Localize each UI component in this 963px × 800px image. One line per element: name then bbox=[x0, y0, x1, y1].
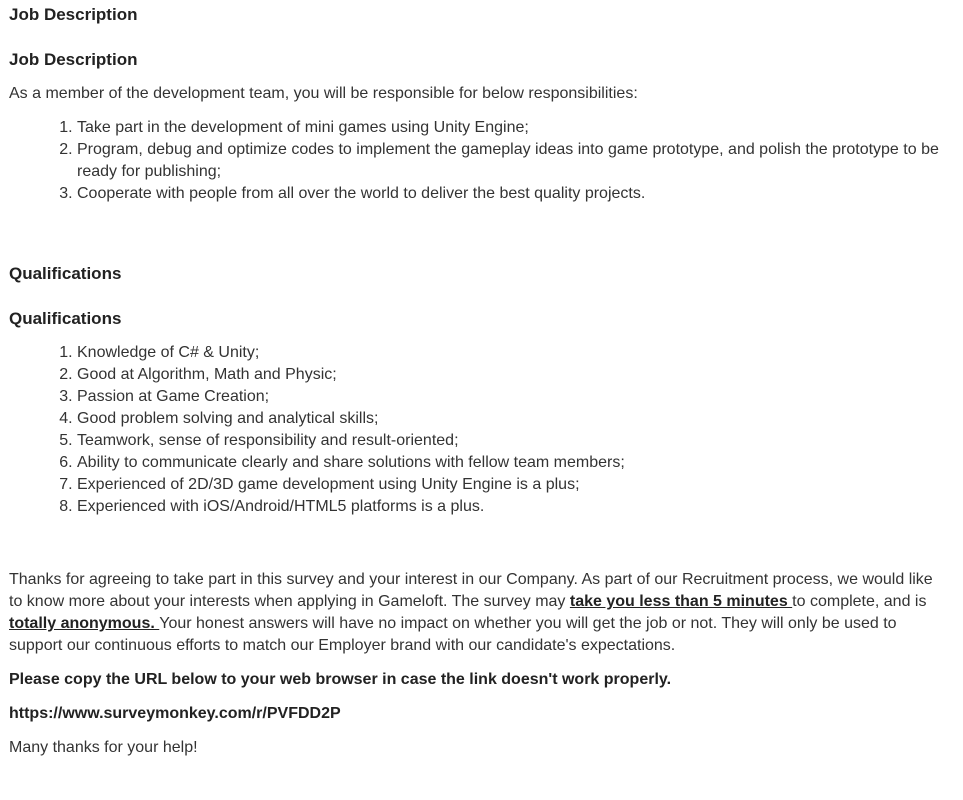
copy-url-note: Please copy the URL below to your web browser in case the link doesn't work properly. bbox=[9, 671, 672, 688]
job-description-section bbox=[9, 4, 954, 205]
qualifications-section bbox=[9, 263, 954, 518]
list-item: 1. Knowledge of C# & Unity; bbox=[77, 342, 954, 364]
list-item: 1. Take part in the development of mini games using Unity Engine; bbox=[77, 117, 954, 139]
list-item: 6. Ability to communicate clearly and share solutions with fellow team members; bbox=[77, 452, 954, 474]
survey-intro-paragraph bbox=[9, 569, 949, 657]
list-item: 2. Good at Algorithm, Math and Physic; bbox=[77, 364, 954, 386]
responsibilities-list bbox=[9, 117, 954, 205]
list-item: 4. Good problem solving and analytical skills; bbox=[77, 408, 954, 430]
closing-thanks: Many thanks for your help! bbox=[9, 739, 198, 756]
survey-duration-emphasis: take you less than 5 minutes bbox=[569, 593, 793, 610]
list-item: 8. Experienced with iOS/Android/HTML5 platforms is a plus. bbox=[77, 496, 954, 518]
job-description-subheading: Job Description bbox=[9, 50, 138, 69]
survey-text-part: Thanks for agreeing to take part in this survey and your interest in our Company. As part of our Recruitment process, we would like to know more about your interests when applying in Gameloft. The survey may bbox=[9, 571, 933, 610]
list-item: 5. Teamwork, sense of responsibility and result-oriented; bbox=[77, 430, 954, 452]
list-item: 2. Program, debug and optimize codes to implement the gameplay ideas into game prototype, and polish the prototype to be ready for publishing; bbox=[77, 139, 954, 183]
survey-section bbox=[9, 569, 954, 759]
qualifications-subheading: Qualifications bbox=[9, 309, 122, 328]
survey-anonymous-emphasis: totally anonymous. bbox=[9, 615, 160, 632]
qualifications-list bbox=[9, 342, 954, 518]
qualifications-heading: Qualifications bbox=[9, 264, 122, 283]
survey-text-part: Your honest answers will have no impact on whether you will get the job or not. They will only be used to support our continuous efforts to match our Employer brand with our candidate's expectations. bbox=[9, 615, 897, 654]
survey-text-part: to complete, and is bbox=[792, 593, 927, 610]
list-item: 3. Cooperate with people from all over the world to deliver the best quality projects. bbox=[77, 183, 954, 205]
job-intro-text: As a member of the development team, you will be responsible for below responsibilities: bbox=[9, 85, 638, 102]
list-item: 7. Experienced of 2D/3D game development using Unity Engine is a plus; bbox=[77, 474, 954, 496]
job-description-heading: Job Description bbox=[9, 5, 138, 24]
survey-url[interactable]: https://www.surveymonkey.com/r/PVFDD2P bbox=[9, 705, 341, 722]
list-item: 3. Passion at Game Creation; bbox=[77, 386, 954, 408]
